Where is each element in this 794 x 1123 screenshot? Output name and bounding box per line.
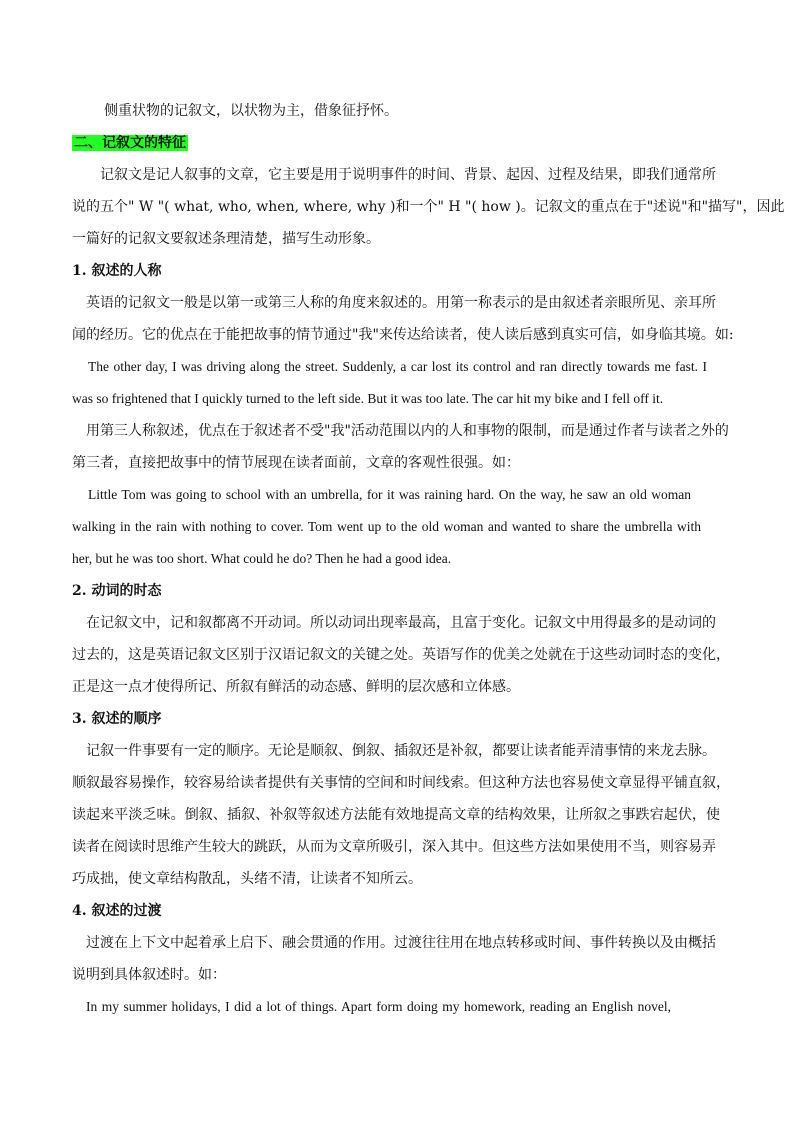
highlighted-title: 二、记叙文的特征 [74,135,186,151]
intro-line: 侧重状物的记叙文，以状物为主，借象征抒怀。 [104,103,398,119]
p1-line: 英语的记叙文一般是以第一或第三人称的角度来叙述的。用第一称表示的是由叙述者亲眼所见、亲耳所 [86,295,716,311]
p3-line: 顺叙最容易操作，较容易给读者提供有关事情的空间和时间线索。但这种方法也容易使文章显得平铺直叙， [72,775,730,791]
p1-line: 闻的经历。它的优点在于能把故事的情节通过"我"来传达给读者，使人读后感到真实可信，如身临其境。如: [72,327,734,343]
p3-line: 读起来平淡乏味。倒叙、插叙、补叙等叙述方法能有效地提高文章的结构效果，让所叙之事跌宕起伏，使 [72,807,720,823]
p4-line: 说明到具体叙述时。如： [72,967,226,983]
p1b-line: 第三者，直接把故事中的情节展现在读者面前，文章的客观性很强。如： [72,455,520,471]
p2-line: 在记叙文中，记和叙都离不开动词。所以动词出现率最高，且富于变化。记叙文中用得最多的是动词的 [86,615,716,631]
p3-line: 记叙一件事要有一定的顺序。无论是顺叙、倒叙、插叙还是补叙，都要让读者能弄清事情的来龙去脉。 [86,743,716,759]
section2-title [72,133,188,153]
heading-person: 1. 叙述的人称 [72,263,162,279]
example1-line: was so frightened that I quickly turned to the left side. But it was too late. The car hit my bike and I fell off it. [72,391,664,406]
heading-order: 3. 叙述的顺序 [72,711,162,727]
example3-line: In my summer holidays, I did a lot of things. Apart form doing my homework, reading an English novel, [86,999,671,1014]
example2-line: her, but he was too short. What could he do? Then he had a good idea. [72,551,452,566]
p3-line: 读者在阅读时思维产生较大的跳跃，从而为文章所吸引，深入其中。但这些方法如果使用不当，则容易弄 [72,839,716,855]
p1b-line: 用第三人称叙述，优点在于叙述者不受"我"活动范围以内的人和事物的限制，而是通过作者与读者之外的 [86,423,729,439]
example2-line: walking in the rain with nothing to cover. Tom went up to the old woman and wanted to share the umbrella with [72,519,701,534]
heading-tense: 2. 动词的时态 [72,583,162,599]
p4-line: 过渡在上下文中起着承上启下、融会贯通的作用。过渡往往用在地点转移或时间、事件转换以及由概括 [86,935,716,951]
section2-para-line: 一篇好的记叙文要叙述条理清楚，描写生动形象。 [72,231,380,247]
heading-transition: 4. 叙述的过渡 [72,903,162,919]
section2-para-line: 记叙文是记人叙事的文章，它主要是用于说明事件的时间、背景、起因、过程及结果，即我们通常所 [100,167,716,183]
section2-para-line: 说的五个" W "( what, who, when, where, why )和一个" H "( how )。记叙文的重点在于"述说"和"描写"，因此 [72,199,785,215]
example1-line: The other day, I was driving along the street. Suddenly, a car lost its control and ran directly towards me fast. I [88,359,707,374]
p2-line: 过去的，这是英语记叙文区别于汉语记叙文的关键之处。英语写作的优美之处就在于这些动词时态的变化， [72,647,730,663]
p3-line: 巧成拙，使文章结构散乱，头绪不清，让读者不知所云。 [72,871,422,887]
example2-line: Little Tom was going to school with an umbrella, for it was raining hard. On the way, he saw an old woman [88,487,691,502]
p2-line: 正是这一点才使得所记、所叙有鲜活的动态感、鲜明的层次感和立体感。 [72,679,520,695]
